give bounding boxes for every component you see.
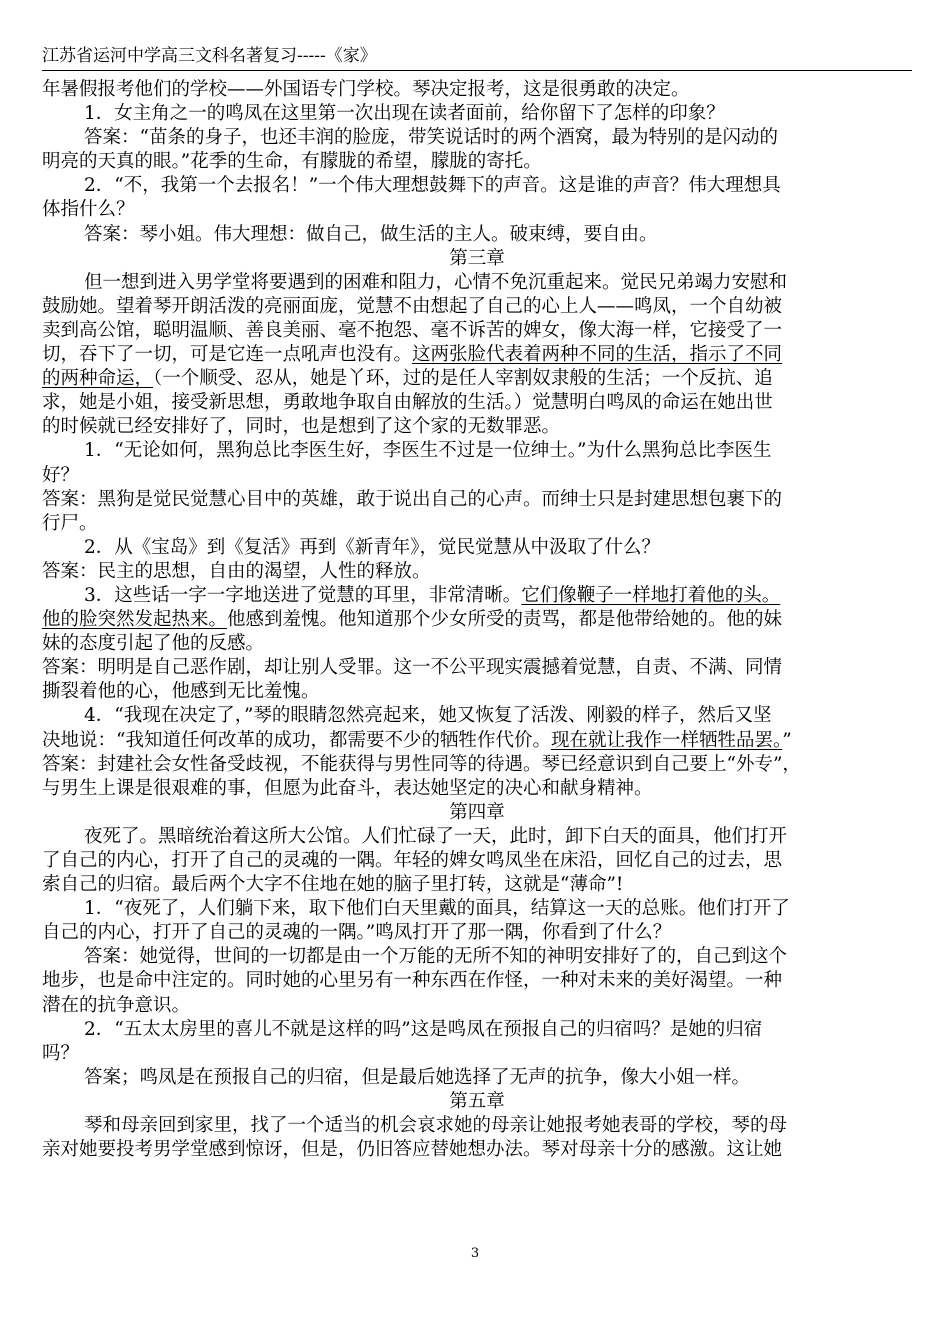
chapter-heading: 第五章 bbox=[449, 1090, 505, 1112]
chapter-heading: 第三章 bbox=[449, 247, 505, 269]
text-line bbox=[42, 608, 912, 632]
underlined-text: 他的脸突然发起热来。 bbox=[42, 609, 228, 631]
text-line: 1．女主角之一的鸣凤在这里第一次出现在读者面前，给你留下了怎样的印象？ bbox=[84, 103, 725, 125]
text-line: 琴和母亲回到家里，找了一个适当的机会哀求她的母亲让她报考她表哥的学校，琴的母 bbox=[84, 1115, 788, 1137]
text-line: 求，她是小姐，接受新思想，勇敢地争取自由解放的生活。）觉慧明白鸣凤的命运在她出世 bbox=[42, 392, 773, 414]
text-line: 答案：明明是自己恶作剧，却让别人受罪。这一不公平现实震撼着觉慧，自责、不满、同情 bbox=[42, 657, 783, 679]
underlined-text: 它们像鞭子一样地打着他的头。 bbox=[521, 584, 781, 606]
text-line: 答案；鸣凤是在预报自己的归宿，但是最后她选择了无声的抗争，像大小姐一样。 bbox=[84, 1066, 751, 1088]
text-line bbox=[42, 343, 912, 367]
text-line: 答案：封建社会女性备受歧视，不能获得与男性同等的待遇。琴已经意识到自己要上“外专”， bbox=[42, 753, 801, 775]
text-line bbox=[42, 367, 912, 391]
text-line: 1．“夜死了，人们躺下来，取下他们白天里戴的面具，结算这一天的总账。他们打开了 bbox=[84, 898, 790, 920]
text-line bbox=[42, 584, 912, 608]
text-line: 1．“无论如何，黑狗总比李医生好，李医生不过是一位绅士。”为什么黑狗总比李医生 bbox=[84, 440, 772, 462]
text-line: 夜死了。黑暗统治着这所大公馆。人们忙碌了一天，此时，卸下白天的面具，他们打开 bbox=[84, 825, 788, 847]
text-line: 了自己的内心，打开了自己的灵魂的一隅。年轻的婢女鸣凤坐在床沿，回忆自己的过去，思 bbox=[42, 850, 783, 871]
text-line: 与男生上课是很艰难的事，但愿为此奋斗，表达她坚定的决心和献身精神。 bbox=[42, 777, 653, 799]
text-line: 答案：黑狗是觉民觉慧心目中的英雄，敢于说出自己的心声。而绅士只是封建思想包裹下的 bbox=[42, 488, 783, 510]
text-line: 答案：民主的思想，自由的渴望，人性的释放。 bbox=[42, 560, 431, 582]
text-segment: 决地说：“我知道任何改革的成功，都需要不少的牺牲作代价。 bbox=[42, 729, 551, 751]
text-line: 年暑假报考他们的学校——外国语专门学校。琴决定报考，这是很勇敢的决定。 bbox=[42, 79, 690, 100]
text-line: 卖到高公馆，聪明温顺、善良美丽、毫不抱怨、毫不诉苦的婢女，像大海一样，它接受了一 bbox=[42, 319, 783, 341]
text-segment: （一个顺受、忍从，她是丫环，过的是任人宰割奴隶般的生活；一个反抗、追 bbox=[153, 368, 773, 390]
text-segment: 切，吞下了一切，可是它连一点吼声也没有。 bbox=[42, 344, 413, 366]
text-line: 2．从《宝岛》到《复活》再到《新青年》，觉民觉慧从中汲取了什么？ bbox=[84, 536, 661, 558]
document-body bbox=[42, 78, 912, 1162]
chapter-heading: 第四章 bbox=[449, 801, 505, 823]
text-line: 好？ bbox=[42, 464, 80, 486]
text-line: 但一想到进入男学堂将要遇到的困难和阻力，心情不免沉重起来。觉民兄弟竭力安慰和 bbox=[84, 271, 788, 293]
text-segment: 3．这些话一字一字地送进了觉慧的耳里，非常清晰。 bbox=[84, 584, 522, 606]
text-line: 鼓励她。望着琴开朗活泼的亮丽面庞，觉慧不由想起了自己的心上人——鸣凤，一个自幼被 bbox=[42, 295, 783, 317]
text-line: 亲对她要投考男学堂感到惊讶，但是，仍旧答应替她想办法。琴对母亲十分的感激。这让她 bbox=[42, 1139, 783, 1161]
text-segment: 他感到羞愧。他知道那个少女所受的责骂，都是他带给她的。他的妹 bbox=[227, 609, 783, 631]
text-line: 答案：琴小姐。伟大理想：做自己，做生活的主人。破束缚，要自由。 bbox=[84, 223, 658, 245]
text-line: 索自己的归宿。最后两个大字不住地在她的脑子里打转，这就是“薄命”! bbox=[42, 874, 624, 896]
text-line bbox=[42, 729, 912, 753]
text-line: 明亮的天真的眼。”花季的生命，有朦胧的希望，朦胧的寄托。 bbox=[42, 151, 542, 173]
text-line: 答案：“苗条的身子，也还丰润的脸庞，带笑说话时的两个酒窝，最为特别的是闪动的 bbox=[84, 127, 778, 149]
text-line: 撕裂着他的心，他感到无比羞愧。 bbox=[42, 681, 320, 703]
text-line: 自己的内心，打开了自己的灵魂的一隅。”鸣凤打开了那一隅，你看到了什么？ bbox=[42, 922, 672, 944]
text-line: 行尸。 bbox=[42, 512, 98, 534]
underlined-text: 的两种命运， bbox=[42, 368, 154, 390]
header-title: 江苏省运河中学高三文科名著复习-----《家》 bbox=[42, 46, 377, 66]
page-header bbox=[42, 44, 912, 71]
text-segment: ” bbox=[782, 729, 792, 751]
text-line: 地步，也是命中注定的。同时她的心里另有一种东西在作怪，一种对未来的美好渴望。一种 bbox=[42, 970, 783, 992]
text-line: 潜在的抗争意识。 bbox=[42, 994, 191, 1016]
underlined-text: 现在就让我作一样牺牲品罢。 bbox=[550, 729, 783, 751]
page-number: 3 bbox=[470, 1246, 480, 1261]
text-line: 答案：她觉得，世间的一切都是由一个万能的无所不知的神明安排好了的，自己到这个 bbox=[84, 946, 788, 968]
text-line: 的时候就已经安排好了，同时，也是想到了这个家的无数罪恶。 bbox=[42, 416, 561, 438]
text-line: 体指什么？ bbox=[42, 199, 135, 221]
text-line: 妹的态度引起了他的反感。 bbox=[42, 633, 265, 655]
text-line: 2．“不，我第一个去报名！”一个伟大理想鼓舞下的声音。这是谁的声音？伟大理想具 bbox=[84, 175, 781, 197]
underlined-text: 这两张脸代表着两种不同的生活，指示了不同 bbox=[412, 344, 783, 366]
text-line: 4．“我现在决定了，”琴的眼睛忽然亮起来，她又恢复了活泼、刚毅的样子，然后又坚 bbox=[84, 705, 772, 727]
text-line: 2．“五太太房里的喜儿不就是这样的吗”这是鸣凤在预报自己的归宿吗？是她的归宿 bbox=[84, 1018, 763, 1040]
text-line: 吗？ bbox=[42, 1042, 80, 1064]
